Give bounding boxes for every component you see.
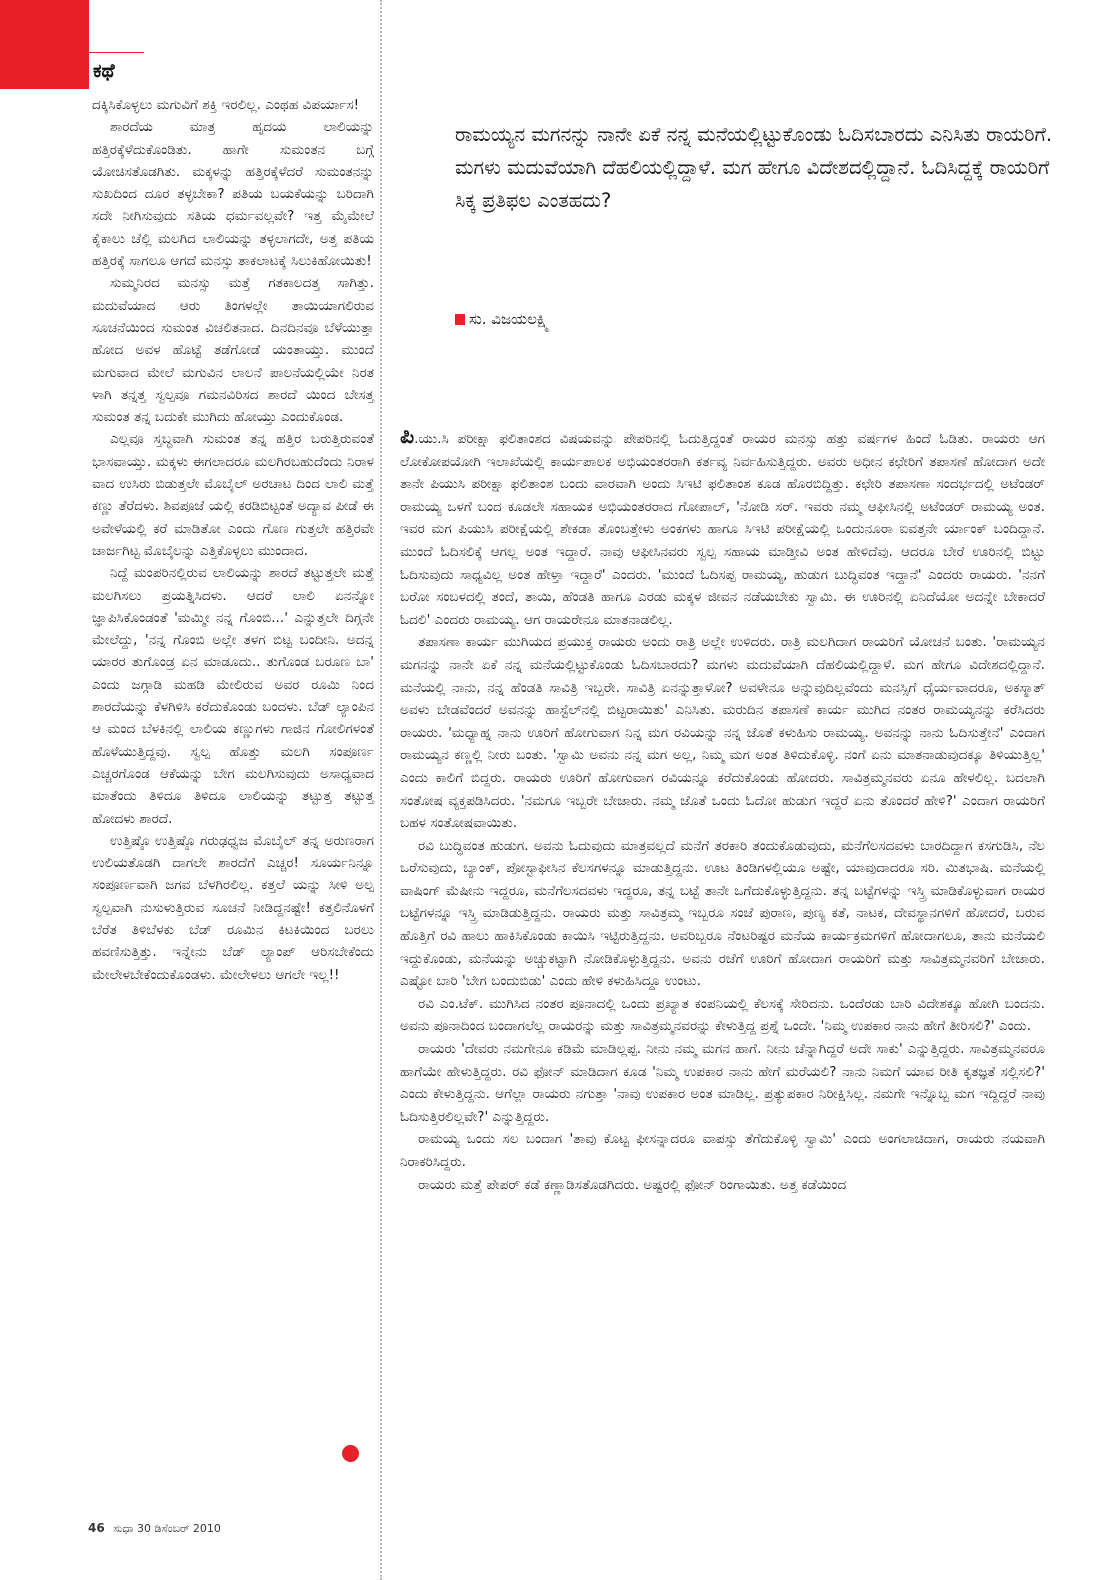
issue-date: 30 ಡಿಸೆಂಬರ್ 2010 (137, 1522, 221, 1535)
paragraph (400, 424, 1045, 631)
paragraph-text: .ಯು.ಸಿ ಪರೀಕ್ಷಾ ಫಲಿತಾಂಶದ ವಿಷಯವನ್ನು ಪೇಪರಿನಲ್ಲಿ ಓದುತ್ತಿದ್ದಂತೆ ರಾಯರ ಮನಸ್ಸು ಹತ್ತು ವರ್ಷಗಳ ಹಿಂದೆ ಓಡಿತು. ರಾಯರು ಆಗ ಲೋಕೋಪಯೋಗಿ ಇಲಾಖೆಯಲ್ಲಿ ಕಾರ್ಯಪಾಲಕ ಅಭಿಯಂತರರಾಗಿ ಕರ್ತವ್ಯ ನಿರ್ವಹಿಸುತ್ತಿದ್ದರು. ಅವರು ಅಧೀನ ಕಛೇರಿಗೆ ತಪಾಸಣೆ ಹೋದಾಗ ಅದೇ ತಾನೇ ಪಿಯುಸಿ ಪರೀಕ್ಷಾ ಫಲಿತಾಂಶ ಬಂದು ವಾರವಾಗಿ ಅಂದು ಸಿಇಟಿ ಫಲಿತಾಂಶ ಕೂಡ ಹೊರಬಿದ್ದಿತ್ತು. ಕಛೇರಿ ತಪಾಸಣಾ ಸಂದರ್ಭದಲ್ಲಿ ಅಟೆಂಡರ್ ರಾಮಯ್ಯ ಒಳಗೆ ಬಂದ ಕೂಡಲೇ ಸಹಾಯಕ ಅಭಿಯಂತರರಾದ ಗೋಪಾಲ್, 'ನೋಡಿ ಸರ್. ಇವರು ನಮ್ಮ ಆಫೀಸಿನಲ್ಲಿ ಅಟೆಂಡರ್ ರಾಮಯ್ಯ ಅಂತ. ಇವರ ಮಗ ಪಿಯುಸಿ ಪರೀಕ್ಷೆಯಲ್ಲಿ ಶೇಕಡಾ ತೊಂಬತ್ತೇಳು ಅಂಕಗಳು ಹಾಗೂ ಸಿಇಟಿ ಪರೀಕ್ಷೆಯಲ್ಲಿ ಒಂದುನೂರಾ ಐವತ್ತನೇ ರ್ಯಾಂಕ್ ಬಂದಿದ್ದಾನೆ. ಮುಂದೆ ಓದಿಸಲಿಕ್ಕೆ ಆಗಲ್ಲ ಅಂತ ಇದ್ದಾರೆ. ನಾವು ಆಫೀಸಿನವರು ಸ್ವಲ್ಪ ಸಹಾಯ ಮಾಡ್ತೀವಿ ಅಂತ ಹೇಳಿದೆವು. ಆದರೂ ಬೇರೆ ಊರಿನಲ್ಲಿ ಬಿಟ್ಟು ಓದಿಸುವುದು ಸಾಧ್ಯವಿಲ್ಲ ಅಂತ ಹೇಳ್ತಾ ಇದ್ದಾರೆ' ಎಂದರು. 'ಮುಂದೆ ಓದಿಸಪ್ಪ ರಾಮಯ್ಯ, ಹುಡುಗ ಬುದ್ಧಿವಂತ ಇದ್ದಾನೆ' ಎಂದರು ರಾಯರು. 'ನನಗೆ ಬರೋ ಸಂಬಳದಲ್ಲಿ ತಂದೆ, ತಾಯಿ, ಹೆಂಡತಿ ಹಾಗೂ ಎರಡು ಮಕ್ಕಳ ಜೀವನ ನಡೆಯಬೇಕು ಸ್ವಾಮಿ. ಈ ಊರಿನಲ್ಲಿ ಏನಿದೆಯೋ ಅದನ್ನೇ ಬೇಕಾದರೆ ಓದಲಿ' ಎಂದರು ರಾಮಯ್ಯ. ಆಗ ರಾಯರೇನೂ ಮಾತನಾಡಲಿಲ್ಲ. (400, 431, 1045, 628)
paragraph: ಸುಮ್ಮನಿರದ ಮನಸ್ಸು ಮತ್ತೆ ಗತಕಾಲದತ್ತ ಸಾಗಿತ್ತು. ಮದುವೆಯಾದ ಆರು ತಿಂಗಳಲ್ಲೇ ತಾಯಿಯಾಗಲಿರುವ ಸೂಚನೆಯಿಂದ ಸುಮಂತ ವಿಚಲಿತನಾದ. ದಿನದಿನವೂ ಬೆಳೆಯುತ್ತಾ ಹೋದ ಅವಳ ಹೊಟ್ಟೆ ತಡೆಗೋಡೆ ಯಂತಾಯ್ತು. ಮುಂದೆ ಮಗುವಾದ ಮೇಲೆ ಮಗುವಿನ ಲಾಲನೆ ಪಾಲನೆಯಲ್ಲಿಯೇ ನಿರತ ಳಾಗಿ ತನ್ನತ್ತ ಸ್ವಲ್ಪವೂ ಗಮನವಿರಿಸದ ಶಾರದೆ ಯಿಂದ ಬೇಸತ್ತ ಸುಮಂತ ತನ್ನ ಬದುಕೇ ಮುಗಿದು ಹೋಯ್ತು ಎಂದುಕೊಂಡ. (92, 275, 374, 426)
pull-quote: ರಾಮಯ್ಯನ ಮಗನನ್ನು ನಾನೇ ಏಕೆ ನನ್ನ ಮನೆಯಲ್ಲಿಟ್ಟುಕೊಂಡು ಓದಿಸಬಾರದು ಎನಿಸಿತು ರಾಯರಿಗೆ. ಮಗಳು ಮದುವೆಯಾಗಿ ದೆಹಲಿಯಲ್ಲಿದ್ದಾಳೆ. ಮಗ ಹೇಗೂ ವಿದೇಶದಲ್ಲಿದ್ದಾನೆ. ಓದಿಸಿದ್ದಕ್ಕೆ ರಾಯರಿಗೆ ಸಿಕ್ಕ ಪ್ರತಿಫಲ ಎಂತಹದು? (455, 123, 1053, 212)
paragraph: ಎಲ್ಲವೂ ಸ್ತಬ್ಧವಾಗಿ ಸುಮಂತ ತನ್ನ ಹತ್ತಿರ ಬರುತ್ತಿರುವಂತೆ ಭಾಸವಾಯ್ತು. ಮಕ್ಕಳು ಈಗಲಾದರೂ ಮಲಗಿರಬಹುದೆಂದು ನಿರಾಳ ವಾದ ಉಸಿರು ಬಿಡುತ್ತಲೇ ಮೊಬೈಲ್ ಅರಚಾಟ ದಿಂದ ಲಾಲಿ ಮತ್ತೆ ಕಣ್ಣು ತೆರೆದಳು. ಶಿವಪೂಜೆ ಯಲ್ಲಿ ಕರಡಿಬಿಟ್ಟಂತೆ ಅದ್ಯಾವ ಪೀಡೆ ಈ ಅವೇಳೆಯಲ್ಲಿ ಕರೆ ಮಾಡಿತೋ ಎಂದು ಗೊಣ ಗುತ್ತಲೇ ಹತ್ತಿರವೇ ಚಾರ್ಜಗಿಟ್ಟ ಮೊಬೈಲನ್ನು ಎತ್ತಿಕೊಳ್ಳಲು ಮುಂದಾದ. (92, 431, 374, 559)
section-label: ಕಥೆ (93, 60, 115, 82)
story-end-marker (342, 1445, 359, 1462)
paragraph: ರಾಮಯ್ಯ ಒಂದು ಸಲ ಬಂದಾಗ 'ತಾವು ಕೊಟ್ಟ ಫೀಸನ್ನಾದರೂ ವಾಪಸ್ಸು ತೆಗೆದುಕೊಳ್ಳಿ ಸ್ವಾಮಿ' ಎಂದು ಅಂಗಲಾಚಿದಾಗ, ರಾಯರು ನಯವಾಗಿ ನಿರಾಕರಿಸಿದ್ದರು. (400, 1131, 1045, 1170)
paragraph: ರವಿ ಬುದ್ಧಿವಂತ ಹುಡುಗ. ಅವನು ಓದುವುದು ಮಾತ್ರವಲ್ಲದೆ ಮನೆಗೆ ತರಕಾರಿ ತಂದುಕೊಡುವುದು, ಮನೆಗೆಲಸದವಳು ಬಾರದಿದ್ದಾಗ ಕಸಗುಡಿಸಿ, ನೆಲ ಒರೆಸುವುದು, ಬ್ಯಾಂಕ್, ಪೋಸ್ಟಾಫೀಸಿನ ಕೆಲಸಗಳನ್ನೂ ಮಾಡುತ್ತಿದ್ದನು. ಊಟ ತಿಂಡಿಗಳಲ್ಲಿಯೂ ಅಷ್ಟೇ, ಯಾವುದಾದರೂ ಸರಿ. ಮಿತಭಾಷಿ. ಮನೆಯಲ್ಲಿ ವಾಷಿಂಗ್ ಮೆಷೀನು ಇದ್ದರೂ, ಮನೆಗೆಲಸದವಳು ಇದ್ದರೂ, ತನ್ನ ಬಟ್ಟೆ ತಾನೇ ಒಗೆದುಕೊಳ್ಳುತ್ತಿದ್ದನು. ತನ್ನ ಬಟ್ಟೆಗಳನ್ನು ಇಸ್ತ್ರಿ ಮಾಡಿಕೊಳ್ಳುವಾಗ ರಾಯರ ಬಟ್ಟೆಗಳನ್ನೂ ಇಸ್ತ್ರಿ ಮಾಡಿಡುತ್ತಿದ್ದನು. ರಾಯರು ಮತ್ತು ಸಾವಿತ್ರಮ್ಮ ಇಬ್ಬರೂ ಸಂಜೆ ಪುರಾಣ, ಪುಣ್ಯ ಕತೆ, ನಾಟಕ, ದೇವಸ್ಥಾನಗಳಿಗೆ ಹೋದರೆ, ಬರುವ ಹೊತ್ತಿಗೆ ರವಿ ಹಾಲು ಹಾಕಿಸಿಕೊಂಡು ಕಾಯಿಸಿ ಇಟ್ಟಿರುತ್ತಿದ್ದನು. ಅವರಿಬ್ಬರೂ ನೆಂಟರಿಷ್ಟರ ಮನೆಯ ಕಾರ್ಯಕ್ರಮಗಳಿಗೆ ಹೋದಾಗಲೂ, ತಾನು ಮನೆಯಲಿ ಇದ್ದುಕೊಂಡು, ಮನೆಯನ್ನು ಅಚ್ಚುಕಟ್ಟಾಗಿ ನೋಡಿಕೊಳ್ಳುತ್ತಿದ್ದನು. ಅವನು ರಜೆಗೆ ಊರಿಗೆ ಹೋದಾಗ ರಾಯರಿಗೆ ಮತ್ತು ಸಾವಿತ್ರಮ್ಮನವರಿಗೆ ಬೇಜಾರು. ಎಷ್ಟೋ ಬಾರಿ 'ಬೇಗ ಬಂದುಬಿಡು' ಎಂದು ಹೇಳಿ ಕಳುಹಿಸಿದ್ದೂ ಉಂಟು. (400, 837, 1045, 990)
paragraph: ರಾಯರು ಮತ್ತೆ ಪೇಪರ್ ಕಡೆ ಕಣ್ಣಾಡಿಸತೊಡಗಿದರು. ಅಷ್ಟರಲ್ಲಿ ಫೋನ್ ರಿಂಗಾಯಿತು. ಅತ್ತ ಕಡೆಯಿಂದ (418, 1176, 847, 1193)
paragraph: ನಿದ್ದೆ ಮಂಪರಿನಲ್ಲಿರುವ ಲಾಲಿಯನ್ನು ಶಾರದೆ ತಟ್ಟುತ್ತಲೇ ಮತ್ತೆ ಮಲಗಿಸಲು ಪ್ರಯತ್ನಿಸಿದಳು. ಆದರೆ ಲಾಲಿ ಏನನ್ನೋ ಜ್ಞಾಪಿಸಿಕೊಂಡಂತೆ 'ಮಮ್ಮೀ ನನ್ನ ಗೊಂಬಿ...' ಎನ್ನುತ್ತಲೇ ದಿಗ್ಗನೇ ಮೇಲೆದ್ದು, 'ನನ್ನ ಗೊಂಬಿ ಅಲ್ಲೇ ತಳಗ ಬಿಟ್ಟ ಬಂದೀನಿ. ಅದನ್ನ ಯಾರರ ತುಗೊಂಡ್ರ ಏನ ಮಾಡೂದು.. ತುಗೊಂಡ ಬರೂಣ ಬಾ' ಎಂದು ಜಗ್ಗಾಡಿ ಮಹಡಿ ಮೇಲಿರುವ ಅವರ ರೂಮಿ ನಿಂದ ಶಾರದೆಯನ್ನು ಕೆಳಗಿಳಿಸಿ ಕರೆದುಕೊಂಡು ಬಂದಳು. ಬೆಡ್ ಲ್ಯಾಂಪಿನ ಆ ಮಂದ ಬೆಳಕಿನಲ್ಲಿ ಲಾಲಿಯ ಕಣ್ಣುಗಳು ಗಾಜಿನ ಗೋಲಿಗಳಂತೆ ಹೊಳೆಯುತ್ತಿದ್ದವು. ಸ್ವಲ್ಪ ಹೊತ್ತು ಮಲಗಿ ಸಂಪೂರ್ಣ ಎಚ್ಚರಗೊಂಡ ಆಕೆಯನ್ನು ಬೇಗ ಮಲಗಿಸುವುದು ಅಸಾಧ್ಯವಾದ ಮಾತೆಂದು ತಿಳಿದೂ ತಿಳಿದೂ ಲಾಲಿಯನ್ನು ತಟ್ಟುತ್ತ ತಟ್ಟುತ್ತ ಹೋದಳು ಶಾರದೆ. (92, 565, 374, 827)
author-name: ಸು. ವಿಜಯಲಕ್ಷ್ಮಿ (469, 310, 550, 328)
page-number: 46 (88, 1521, 105, 1535)
paragraph: ಉತ್ತಿಷ್ಠೊ ಉತ್ತಿಷ್ಠೊ ಗರುಢಧ್ವಜ ಮೊಬೈಲ್ ತನ್ನ ಅರುಣರಾಗ ಉಲಿಯತೊಡಗಿ ದಾಗಲೇ ಶಾರದೆಗೆ ಎಚ್ಚರ! ಸೂರ್ಯನಿನ್ನೂ ಸಂಪೂರ್ಣವಾಗಿ ಜಗವ ಬೆಳಗಿರಲಿಲ್ಲ. ಕತ್ತಲೆ ಯನ್ನು ಸೀಳಿ ಅಲ್ಪ ಸ್ವಲ್ಪವಾಗಿ ನುಸುಳುತ್ತಿರುವ ಸೂಚನೆ ನೀಡಿದ್ದನಷ್ಟೇ! ಕತ್ತಲಿನೊಳಗೆ ಬೆರೆತ ತಿಳಿಬೆಳಕು ಬೆಡ್ ರೂಮಿನ ಕಿಟಕಿಯಿಂದ ಬರಲು ಹವಣಿಸುತ್ತಿತ್ತು. ಇನ್ನೇನು ಬೆಡ್ ಲ್ಯಾಂಪ್ ಆರಿಸಬೇಕೆಂದು ಮೇಲೇಳಬೇಕೆಂದುಕೊಂಡಳು. ಮೇಲೇಳಲು ಆಗಲೇ ಇಲ್ಲ!! (92, 832, 374, 983)
paragraph: ರವಿ ಎಂ.ಟೆಕ್. ಮುಗಿಸಿದ ನಂತರ ಪೂನಾದಲ್ಲಿ ಒಂದು ಪ್ರಖ್ಯಾತ ಕಂಪನಿಯಲ್ಲಿ ಕೆಲಸಕ್ಕೆ ಸೇರಿದನು. ಒಂದೆರಡು ಬಾರಿ ವಿದೇಶಕ್ಕೂ ಹೋಗಿ ಬಂದನು. ಅವನು ಪೂನಾದಿಂದ ಬಂದಾಗಲೆಲ್ಲ ರಾಯರನ್ನು ಮತ್ತು ಸಾವಿತ್ರಮ್ಮನವರನ್ನು ಕೇಳುತ್ತಿದ್ದ ಪ್ರಶ್ನೆ ಒಂದೇ. 'ನಿಮ್ಮ ಉಪಕಾರ ನಾನು ಹೇಗೆ ತೀರಿಸಲಿ?' ಎಂದು. (400, 995, 1045, 1035)
left-column (92, 94, 374, 986)
page-footer (88, 1521, 221, 1536)
byline-marker-icon (455, 314, 465, 325)
paragraph: ತಪಾಸಣಾ ಕಾರ್ಯ ಮುಗಿಯದ ಪ್ರಯುಕ್ತ ರಾಯರು ಅಂದು ರಾತ್ರಿ ಅಲ್ಲೇ ಉಳಿದರು. ರಾತ್ರಿ ಮಲಗಿದಾಗ ರಾಯರಿಗೆ ಯೋಚನೆ ಬಂತು. 'ರಾಮಯ್ಯನ ಮಗನನ್ನು ನಾನೇ ಏಕೆ ನನ್ನ ಮನೆಯಲ್ಲಿಟ್ಟುಕೊಂಡು ಓದಿಸಬಾರದು? ಮಗಳು ಮದುವೆಯಾಗಿ ದೆಹಲಿಯಲ್ಲಿದ್ದಾಳೆ. ಮಗ ಹೇಗೂ ವಿದೇಶದಲ್ಲಿದ್ದಾನೆ. ಮನೆಯಲ್ಲಿ ನಾನು, ನನ್ನ ಹೆಂಡತಿ ಸಾವಿತ್ರಿ ಇಬ್ಬರೇ. ಸಾವಿತ್ರಿ ಏನನ್ನುತ್ತಾಳೋ? ಅವಳೇನೂ ಅನ್ನುವುದಿಲ್ಲವೆಂದು ಮನಸ್ಸಿಗೆ ಧೈರ್ಯವಾದರೂ, ಅಕಸ್ಮಾತ್ ಅವಳು ಬೇಡವೆಂದರೆ ಅವನನ್ನು ಹಾಸ್ಟೆಲ್‌ನಲ್ಲಿ ಬಿಟ್ಟರಾಯಿತು' ಎನಿಸಿತು. ಮರುದಿನ ತಪಾಸಣೆ ಕಾರ್ಯ ಮುಗಿದ ನಂತರ ರಾಮಯ್ಯನನ್ನು ಕರೆಸಿದರು ರಾಯರು. 'ಮಧ್ಯಾಹ್ನ ನಾನು ಊರಿಗೆ ಹೋಗುವಾಗ ನಿನ್ನ ಮಗ ರವಿಯನ್ನು ನನ್ನ ಜೊತೆ ಕಳುಹಿಸು ರಾಮಯ್ಯ. ಅವನನ್ನು ನಾನು ಓದಿಸುತ್ತೇನೆ' ಎಂದಾಗ ರಾಮಯ್ಯನ ಕಣ್ಣಲ್ಲಿ ನೀರು ಬಂತು. 'ಸ್ವಾಮಿ ಅವನು ನನ್ನ ಮಗ ಅಲ್ಲ, ನಿಮ್ಮ ಮಗ ಅಂತ ತಿಳಿದುಕೊಳ್ಳಿ. ನಂಗೆ ಏನು ಮಾತನಾಡುವುದಕ್ಕೂ ತಿಳಿಯುತ್ತಿಲ್ಲ' ಎಂದು ಕಾಲಿಗೆ ಬಿದ್ದರು. ರಾಯರು ಊರಿಗೆ ಹೋಗುವಾಗ ರವಿಯನ್ನೂ ಕರೆದುಕೊಂಡು ಹೋದರು. ಸಾವಿತ್ರಮ್ಮನವರು ಏನೂ ಹೇಳಲಿಲ್ಲ. ಬದಲಾಗಿ ಸಂತೋಷ ವ್ಯಕ್ತಪಡಿಸಿದರು. 'ನಮಗೂ ಇಬ್ಬರೇ ಬೇಜಾರು. ನಮ್ಮ ಜೊತೆ ಒಂದು ಓದೋ ಹುಡುಗ ಇದ್ದರೆ ಏನು ತೊಂದರೆ ಹೇಳಿ?' ಎಂದಾಗ ರಾಯರಿಗೆ ಬಹಳ ಸಂತೋಷವಾಯಿತು. (400, 634, 1046, 832)
publication-name: ಸುಧಾ (113, 1522, 134, 1535)
column-divider (380, 0, 382, 1580)
section-rule (89, 52, 144, 53)
section-color-block (0, 0, 89, 89)
byline (455, 310, 550, 328)
drop-cap: ಪಿ (400, 424, 415, 449)
paragraph: ರಾಯರು 'ದೇವರು ನಮಗೇನೂ ಕಡಿಮೆ ಮಾಡಿಲ್ಲಪ್ಪ. ನೀನು ನಮ್ಮ ಮಗನ ಹಾಗೆ. ನೀನು ಚೆನ್ನಾಗಿದ್ದರೆ ಅದೇ ಸಾಕು' ಎನ್ನುತ್ತಿದ್ದರು. ಸಾವಿತ್ರಮ್ಮನವರೂ ಹಾಗೆಯೇ ಹೇಳುತ್ತಿದ್ದರು. ರವಿ ಫೋನ್ ಮಾಡಿದಾಗ ಕೂಡ 'ನಿಮ್ಮ ಉಪಕಾರ ನಾನು ಹೇಗೆ ಮರೆಯಲಿ? ನಾನು ನಿಮಗೆ ಯಾವ ರೀತಿ ಕೃತಜ್ಞತೆ ಸಲ್ಲಿಸಲಿ?' ಎಂದು ಕೇಳುತ್ತಿದ್ದನು. ಆಗೆಲ್ಲಾ ರಾಯರು ನಗುತ್ತಾ 'ನಾವು ಉಪಕಾರ ಅಂತ ಮಾಡಿಲ್ಲ. ಪ್ರತ್ಯುಪಕಾರ ನಿರೀಕ್ಷಿಸಿಲ್ಲ. ನಮಗೇ ಇನ್ನೊಬ್ಬ ಮಗ ಇದ್ದಿದ್ದರೆ ನಾವು ಓದಿಸುತ್ತಿರಲಿಲ್ಲವೇ?' ಎನ್ನುತ್ತಿದ್ದರು. (400, 1041, 1045, 1125)
right-column (400, 424, 1046, 1196)
paragraph: ದಕ್ಕಿಸಿಕೊಳ್ಳಲು ಮಗುವಿಗೆ ಶಕ್ತಿ ಇರಲಿಲ್ಲ. ಎಂಥಹ ವಿಪರ್ಯಾಸ! (92, 97, 360, 113)
paragraph: ಶಾರದೆಯ ಮಾತ್ರ ಹೃದಯ ಲಾಲಿಯನ್ನು ಹತ್ತಿರಕ್ಕೆಳೆದುಕೊಂಡಿತು. ಹಾಗೇ ಸುಮಂತನ ಬಗ್ಗೆ ಯೋಚಿಸತೊಡಗಿತು. ಮಕ್ಕಳನ್ನು ಹತ್ತಿರಕ್ಕೆಳೆದರೆ ಸುಮಂತನನ್ನು ಸುಖದಿಂದ ದೂರ ತಳ್ಳಬೇಕಾ? ಪತಿಯ ಬಯಕೆಯನ್ನು ಬರಿದಾಗಿ ಸದೇ ನೀಗಿಸುವುದು ಸತಿಯ ಧರ್ಮವಲ್ಲವೇ? ಇತ್ತ ಮೈಮೇಲೆ ಕೈಕಾಲು ಚೆಲ್ಲಿ ಮಲಗಿದ ಲಾಲಿಯನ್ನು ತಳ್ಳಲಾಗದೇ, ಅತ್ತ ಪತಿಯ ಹತ್ತಿರಕ್ಕೆ ಸಾಗಲೂ ಆಗದೆ ಮನಸ್ಸು ತಾಕಲಾಟಕ್ಕೆ ಸಿಲುಕಿಹೋಯಿತು! (92, 119, 374, 270)
